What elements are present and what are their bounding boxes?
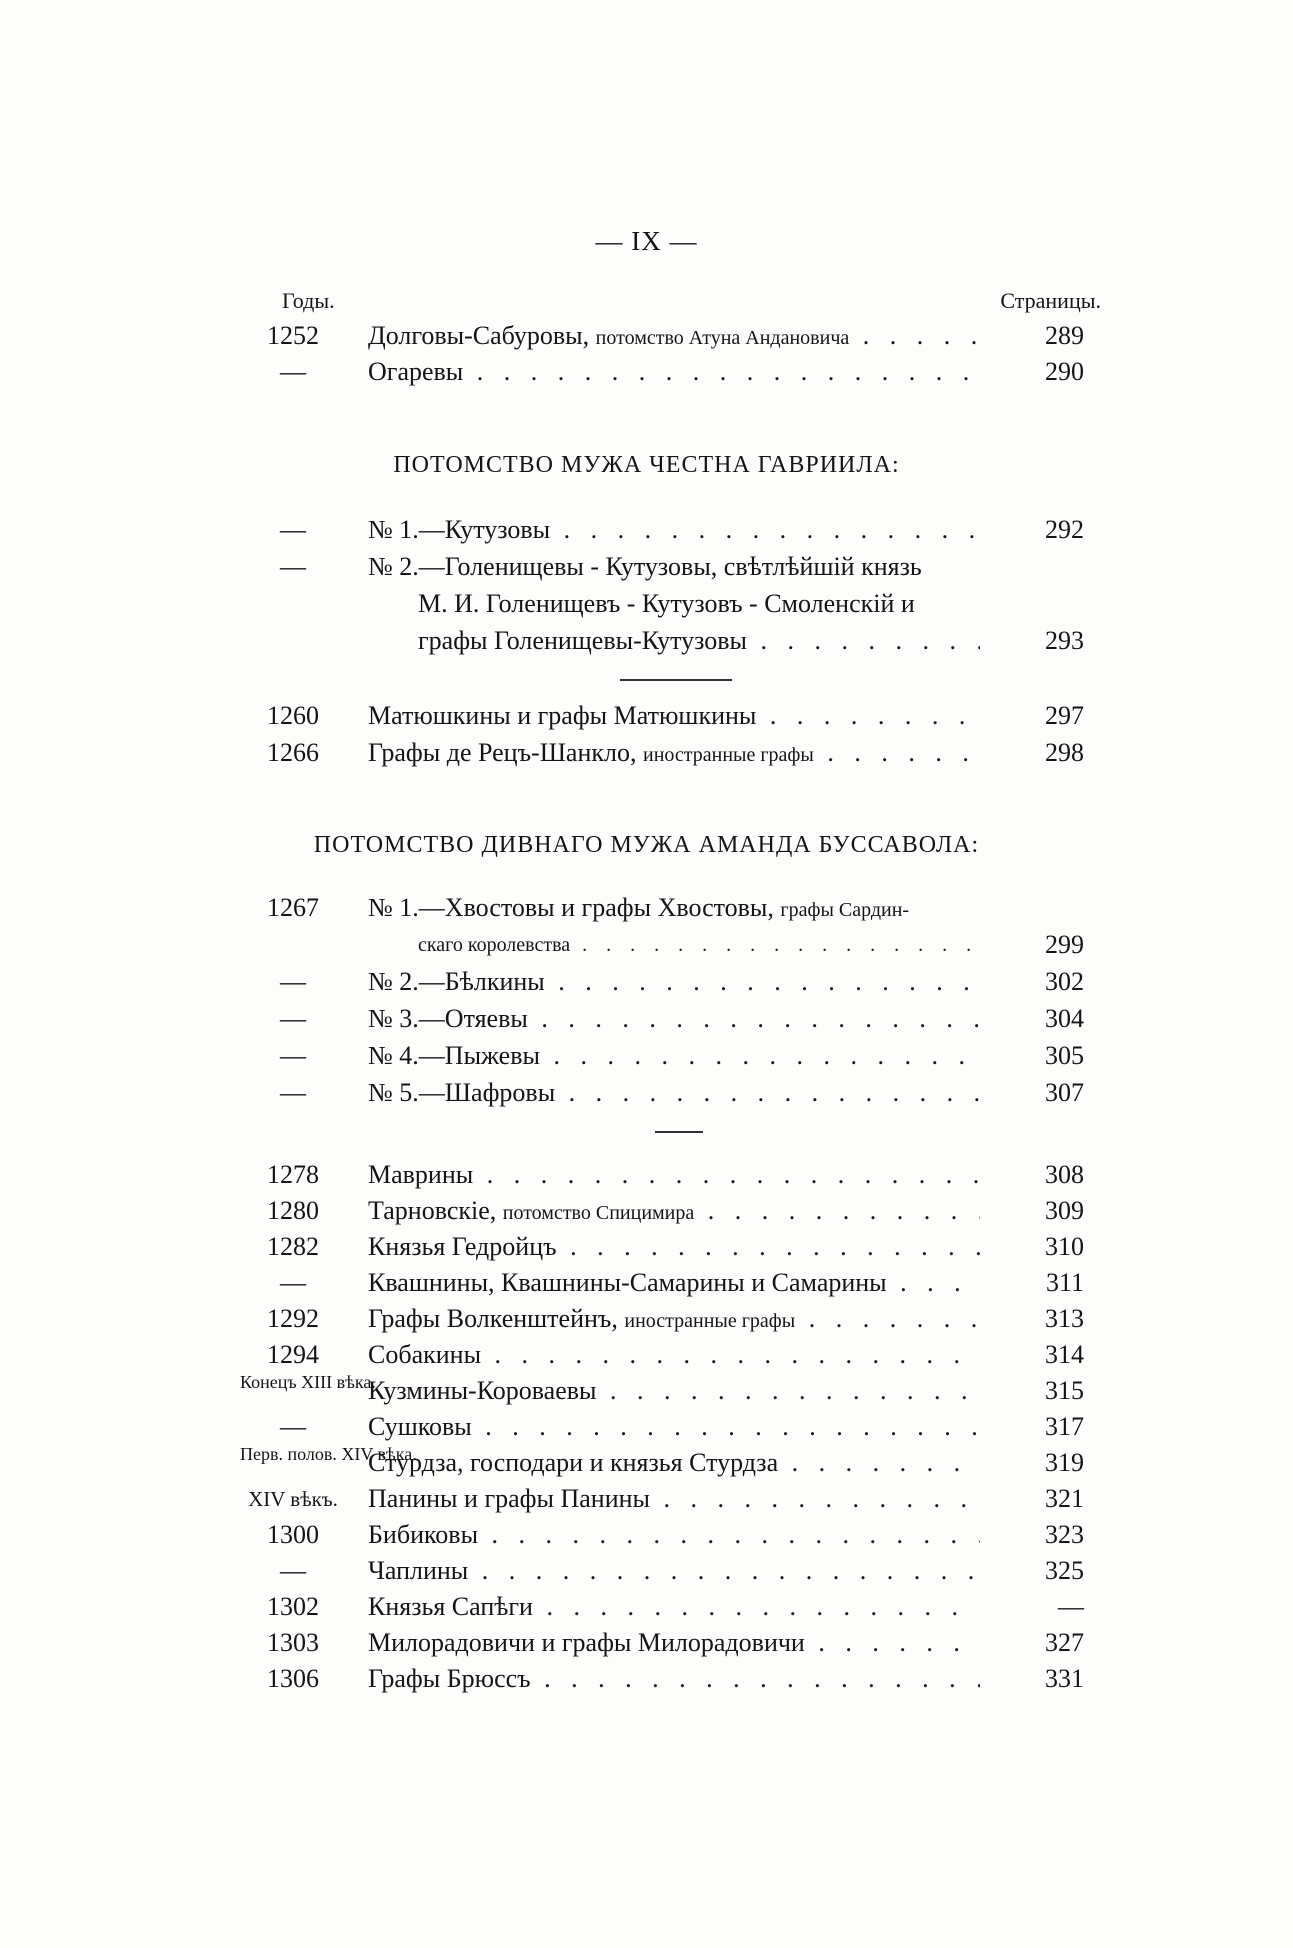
entry-page: 310 bbox=[1045, 1232, 1084, 1261]
entry-year: — bbox=[280, 1412, 306, 1441]
entry-title: № 1.—Хвостовы и графы Хвостовы, графы Сардин- bbox=[368, 893, 910, 922]
entry-title: Князья Гедройцъ . . . bbox=[368, 1229, 980, 1265]
toc-entry bbox=[0, 1001, 1293, 1037]
page-number: — IX — bbox=[595, 226, 698, 256]
entry-page: 289 bbox=[1045, 321, 1084, 350]
pages-column-header: Страницы. bbox=[1000, 288, 1101, 313]
entry-year: 1303 bbox=[267, 1628, 319, 1657]
toc-entry bbox=[0, 1301, 1293, 1337]
entry-title: Панины и графы Панины . . . bbox=[368, 1481, 980, 1517]
toc-entry bbox=[0, 1337, 1293, 1373]
entry-page: 305 bbox=[1045, 1041, 1084, 1070]
entry-year: 1306 bbox=[267, 1664, 319, 1693]
entry-note: иностранные графы bbox=[642, 744, 814, 766]
entry-title: № 2.—Голенищевы - Кутузовы, свѣтлѣйшій князь bbox=[368, 552, 922, 581]
entry-title: Чаплины . . . bbox=[368, 1553, 980, 1589]
entry-year: 1278 bbox=[267, 1160, 319, 1189]
entry-title: Графы де Рецъ-Шанкло, иностранные графы . . . bbox=[368, 735, 980, 773]
entry-year: — bbox=[280, 1078, 306, 1107]
entry-page: 307 bbox=[1045, 1078, 1084, 1107]
toc-entry bbox=[0, 1229, 1293, 1265]
toc-entry bbox=[0, 1193, 1293, 1229]
toc-entry bbox=[0, 1157, 1293, 1193]
entry-page: 321 bbox=[1045, 1484, 1084, 1513]
entry-page: 308 bbox=[1045, 1160, 1084, 1189]
entry-page: 311 bbox=[1045, 1268, 1084, 1297]
entry-year: XIV вѣкъ. bbox=[248, 1487, 338, 1511]
entry-year: Перв. полов. XIV вѣка. bbox=[240, 1444, 417, 1464]
years-column-header: Годы. bbox=[282, 288, 335, 313]
entry-page: 302 bbox=[1045, 967, 1084, 996]
toc-entry bbox=[0, 318, 1293, 354]
entry-title: Матюшкины и графы Матюшкины . . . bbox=[368, 698, 980, 734]
entry-note: графы Сардин- bbox=[780, 899, 910, 921]
toc-entry bbox=[0, 1038, 1293, 1074]
toc-entry bbox=[0, 698, 1293, 734]
toc-entry bbox=[0, 1517, 1293, 1553]
entry-year: — bbox=[280, 1556, 306, 1585]
entry-page: 292 bbox=[1045, 515, 1084, 544]
toc-entry bbox=[0, 512, 1293, 548]
entry-year: 1294 bbox=[267, 1340, 319, 1369]
toc-entry bbox=[0, 1589, 1293, 1625]
entry-title: Князья Сапѣги . . . bbox=[368, 1589, 980, 1625]
entry-title: Графы Брюссъ . . . bbox=[368, 1661, 980, 1697]
entry-page: — bbox=[1058, 1592, 1084, 1621]
entry-page: 309 bbox=[1045, 1196, 1084, 1225]
toc-entry bbox=[0, 964, 1293, 1000]
toc-entry bbox=[0, 1409, 1293, 1445]
toc-entry-continuation bbox=[0, 586, 1293, 622]
entry-note: иностранные графы bbox=[624, 1310, 796, 1332]
toc-entry bbox=[0, 735, 1293, 771]
entry-page: 323 bbox=[1045, 1520, 1084, 1549]
entry-year: 1267 bbox=[267, 893, 319, 922]
entry-page: 293 bbox=[1045, 626, 1084, 655]
entry-year: — bbox=[280, 515, 306, 544]
entry-title: Стурдза, господари и князья Стурдза . . . bbox=[368, 1445, 980, 1481]
entry-year: — bbox=[280, 1004, 306, 1033]
toc-entry bbox=[0, 1373, 1293, 1409]
entry-title: № 5.—Шафровы . . . bbox=[368, 1075, 980, 1111]
toc-entry bbox=[0, 890, 1293, 926]
entry-title: Долговы-Сабуровы, потомство Атуна Андановича . . . bbox=[368, 318, 980, 356]
separator-rule bbox=[655, 1131, 703, 1133]
entry-year: — bbox=[280, 1041, 306, 1070]
entry-page: 325 bbox=[1045, 1556, 1084, 1585]
entry-title: № 3.—Отяевы . . . bbox=[368, 1001, 980, 1037]
toc-entry-continuation bbox=[0, 927, 1293, 963]
toc-entry-continuation bbox=[0, 623, 1293, 659]
entry-title: № 4.—Пыжевы . . . bbox=[368, 1038, 980, 1074]
entry-page: 299 bbox=[1045, 930, 1084, 959]
entry-title-line: М. И. Голенищевъ - Кутузовъ - Смоленскій и bbox=[418, 589, 915, 618]
entry-year: 1282 bbox=[267, 1232, 319, 1261]
entry-year: — bbox=[280, 1268, 306, 1297]
entry-title: Собакины . . . bbox=[368, 1337, 980, 1373]
toc-entry bbox=[0, 549, 1293, 585]
entry-year: 1260 bbox=[267, 701, 319, 730]
entry-title: Кузмины-Короваевы . . . bbox=[368, 1373, 980, 1409]
entry-year: 1300 bbox=[267, 1520, 319, 1549]
entry-page: 331 bbox=[1045, 1664, 1084, 1693]
entry-title-line: графы Голенищевы-Кутузовы . . . bbox=[418, 623, 980, 659]
entry-page: 319 bbox=[1045, 1448, 1084, 1477]
entry-title: № 1.—Кутузовы . . . bbox=[368, 512, 980, 548]
section-heading: ПОТОМСТВО ДИВНАГО МУЖА АМАНДА БУССАВОЛА: bbox=[313, 832, 980, 858]
entry-title-line: скаго королевства . . . bbox=[418, 927, 980, 963]
entry-year: 1252 bbox=[267, 321, 319, 350]
entry-page: 317 bbox=[1045, 1412, 1084, 1441]
entry-year: 1292 bbox=[267, 1304, 319, 1333]
entry-page: 290 bbox=[1045, 357, 1084, 386]
entry-title: Графы Волкенштейнъ, иностранные графы . . . bbox=[368, 1301, 980, 1339]
toc-entry bbox=[0, 1481, 1293, 1517]
entry-title: Маврины . . . bbox=[368, 1157, 980, 1193]
section-heading: ПОТОМСТВО МУЖА ЧЕСТНА ГАВРИИЛА: bbox=[393, 452, 900, 478]
entry-page: 297 bbox=[1045, 701, 1084, 730]
entry-note: потомство Атуна Андановича bbox=[595, 327, 850, 349]
entry-page: 327 bbox=[1045, 1628, 1084, 1657]
entry-title: Огаревы . . . bbox=[368, 354, 980, 390]
toc-entry bbox=[0, 1661, 1293, 1697]
toc-entry bbox=[0, 1553, 1293, 1589]
entry-year: 1266 bbox=[267, 738, 319, 767]
entry-page: 314 bbox=[1045, 1340, 1084, 1369]
entry-year: 1302 bbox=[267, 1592, 319, 1621]
toc-entry bbox=[0, 354, 1293, 390]
entry-page: 298 bbox=[1045, 738, 1084, 767]
entry-page: 315 bbox=[1045, 1376, 1084, 1405]
entry-year: Конецъ XIII вѣка. bbox=[240, 1372, 376, 1392]
entry-title: Бибиковы . . . bbox=[368, 1517, 980, 1553]
entry-page: 313 bbox=[1045, 1304, 1084, 1333]
toc-entry bbox=[0, 1265, 1293, 1301]
entry-title: № 2.—Бѣлкины . . . bbox=[368, 964, 980, 1000]
entry-title: Тарновскіе, потомство Спицимира . . . bbox=[368, 1193, 980, 1231]
entry-year: — bbox=[280, 552, 306, 581]
entry-note: потомство Спицимира bbox=[502, 1202, 695, 1224]
entry-year: 1280 bbox=[267, 1196, 319, 1225]
entry-title: Сушковы . . . bbox=[368, 1409, 980, 1445]
separator-rule bbox=[620, 679, 732, 681]
entry-year: — bbox=[280, 967, 306, 996]
entry-page: 304 bbox=[1045, 1004, 1084, 1033]
toc-entry bbox=[0, 1625, 1293, 1661]
entry-year: — bbox=[280, 357, 306, 386]
entry-title: Квашнины, Квашнины-Самарины и Самарины . . . bbox=[368, 1265, 980, 1301]
toc-entry bbox=[0, 1445, 1293, 1481]
entry-title: Милорадовичи и графы Милорадовичи . . . bbox=[368, 1625, 980, 1661]
toc-entry bbox=[0, 1075, 1293, 1111]
